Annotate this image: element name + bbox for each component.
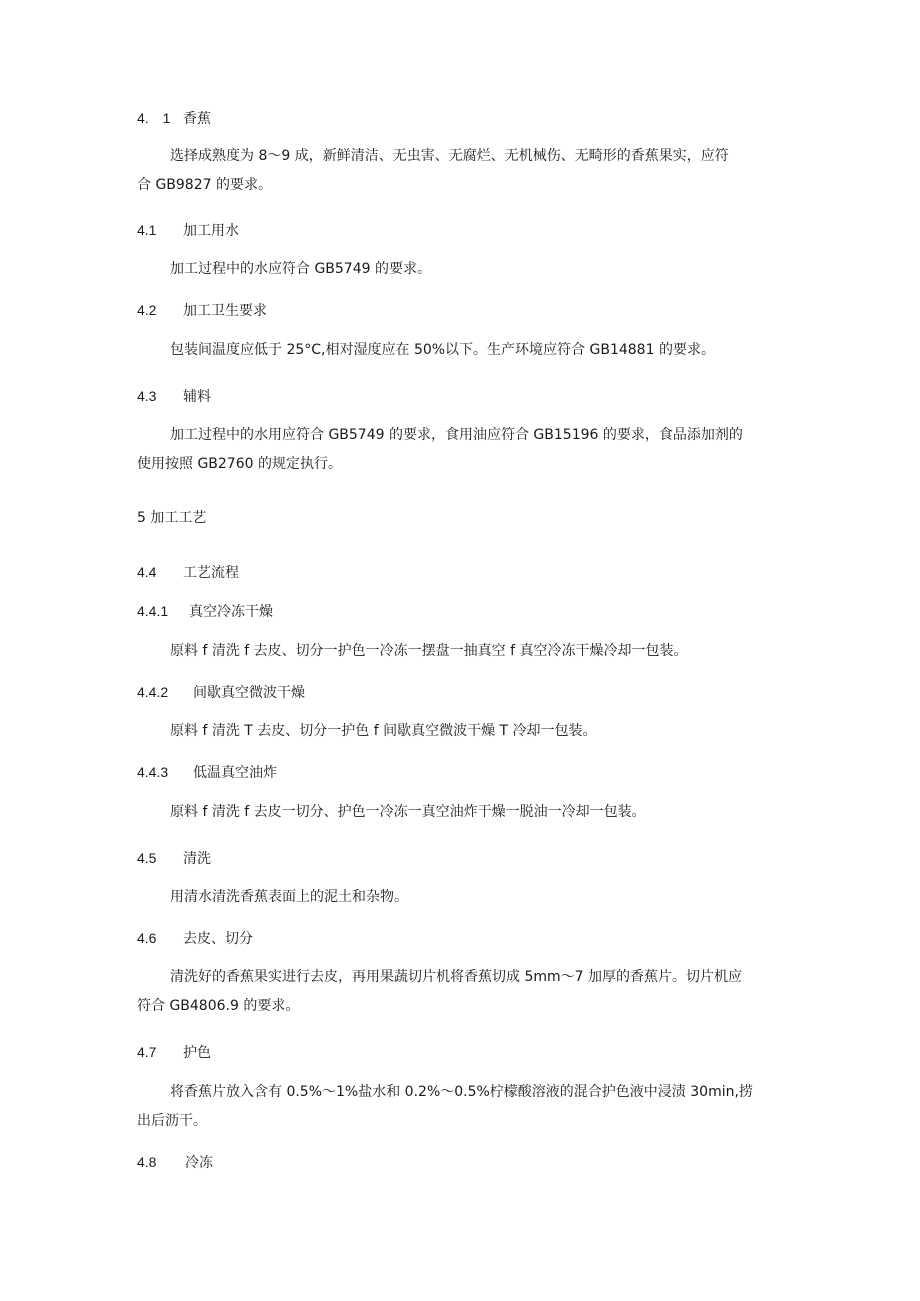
section-heading [137, 109, 211, 128]
paragraph-line: 使用按照 GB2760 的规定执行。 [137, 456, 342, 472]
section-title: 去皮、切分 [183, 931, 253, 947]
section-number: 4.6 [137, 930, 157, 946]
section-number: 4. 1 [137, 110, 171, 126]
section-heading [137, 301, 267, 320]
section-heading [137, 1153, 213, 1172]
section-number: 4.4.1 [137, 603, 169, 619]
paragraph-line: 用清水清洗香蕉表面上的泥土和杂物。 [170, 889, 408, 905]
section-title: 加工卫生要求 [183, 303, 267, 319]
section-number: 4.8 [137, 1154, 157, 1170]
section-title: 清洗 [183, 851, 211, 867]
paragraph-line: 清洗好的香蕉果实进行去皮，再用果蔬切片机将香蕉切成 5mm～7 加厚的香蕉片。切片机应 [170, 969, 742, 985]
section-title: 工艺流程 [183, 565, 239, 581]
paragraph-line: 加工过程中的水应符合 GB5749 的要求。 [170, 261, 431, 277]
section-heading [137, 387, 211, 406]
section-heading [137, 563, 239, 582]
section-heading [137, 1043, 211, 1062]
paragraph-line: 原料 f 清洗 f 去皮一切分、护色一冷冻一真空油炸干燥一脱油一冷却一包装。 [170, 804, 646, 820]
section-title: 低温真空油炸 [193, 765, 277, 781]
section-heading [137, 221, 239, 240]
paragraph-line: 选择成熟度为 8～9 成，新鲜清洁、无虫害、无腐烂、无机械伤、无畸形的香蕉果实，应符 [170, 148, 729, 164]
section-number: 4.4 [137, 564, 157, 580]
paragraph-line: 原料 f 清洗 T 去皮、切分一护色 f 间歇真空微波干燥 T 冷却一包装。 [170, 723, 597, 739]
paragraph-line: 合 GB9827 的要求。 [137, 177, 272, 193]
section-title: 加工用水 [183, 223, 239, 239]
section-number: 4.4.2 [137, 684, 169, 700]
paragraph-line: 原料 f 清洗 f 去皮、切分一护色一冷冻一摆盘一抽真空 f 真空冷冻干燥冷却一包装。 [170, 643, 688, 659]
subsection-heading [137, 683, 305, 702]
section-number: 4.7 [137, 1044, 157, 1060]
paragraph-line: 加工过程中的水用应符合 GB5749 的要求，食用油应符合 GB15196 的要求，食品添加剂的 [170, 427, 743, 443]
section-title: 冷冻 [185, 1155, 213, 1171]
paragraph-line: 符合 GB4806.9 的要求。 [137, 998, 300, 1014]
paragraph-line: 包装间温度应低于 25°C,相对湿度应在 50%以下。生产环境应符合 GB14881 的要求。 [170, 342, 715, 358]
section-heading [137, 849, 211, 868]
chapter-heading: 5 加工工艺 [137, 510, 207, 526]
section-title: 真空冷冻干燥 [189, 604, 273, 620]
section-heading [137, 929, 253, 948]
section-number: 4.1 [137, 222, 157, 238]
section-title: 间歇真空微波干燥 [193, 685, 305, 701]
section-number: 4.4.3 [137, 764, 169, 780]
section-title: 香蕉 [183, 111, 211, 127]
section-number: 4.5 [137, 850, 157, 866]
paragraph-line: 将香蕉片放入含有 0.5%～1%盐水和 0.2%～0.5%柠檬酸溶液的混合护色液中浸渍 30min,捞 [170, 1084, 753, 1100]
section-title: 护色 [183, 1045, 211, 1061]
section-number: 4.2 [137, 302, 157, 318]
paragraph-line: 出后沥干。 [137, 1113, 207, 1129]
section-title: 辅料 [183, 389, 211, 405]
section-number: 4.3 [137, 388, 157, 404]
subsection-heading [137, 763, 277, 782]
subsection-heading [137, 602, 273, 621]
